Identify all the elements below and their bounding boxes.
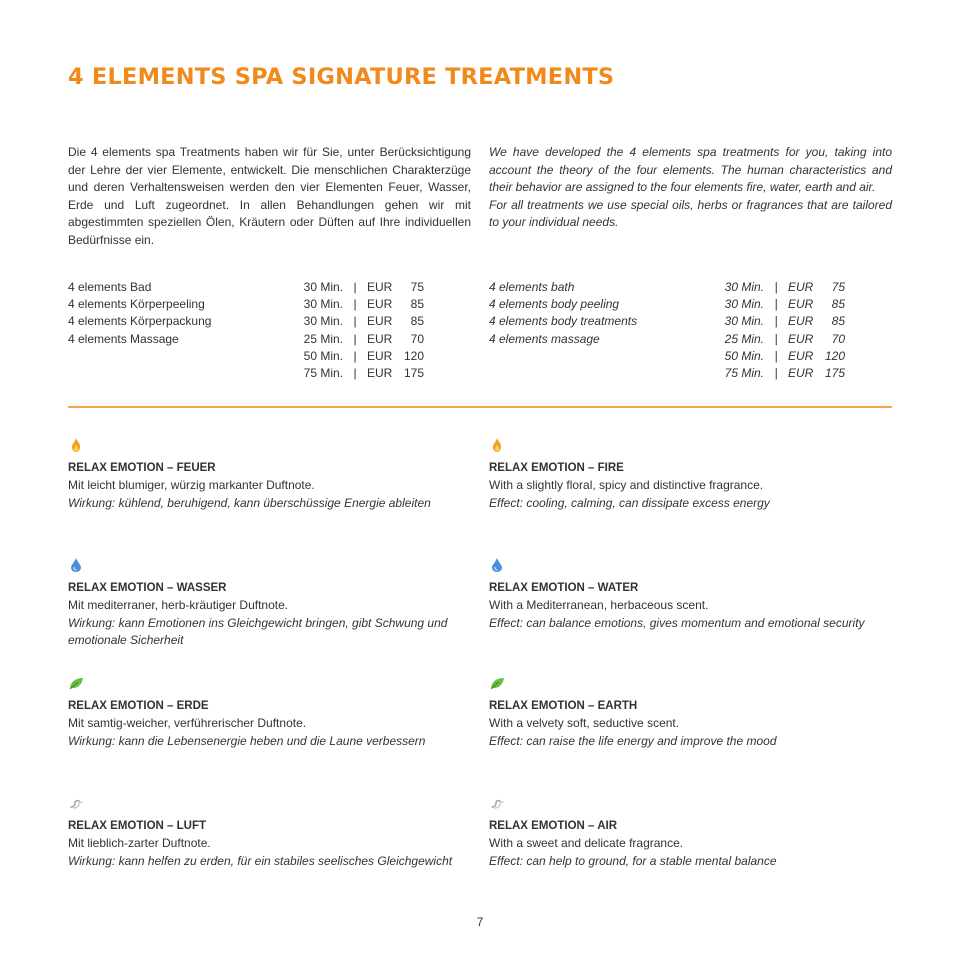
separator: | [774, 365, 778, 380]
treatment-name: 4 elements Körperpeeling [68, 297, 205, 312]
treatment-title: RELAX EMOTION – EARTH [489, 700, 638, 712]
separator: | [353, 365, 357, 380]
flame-icon [68, 437, 84, 453]
intro-en-text-2: For all treatments we use special oils, herbs or fragrances that are tailored to your individual needs. [489, 197, 892, 229]
price-row [68, 279, 424, 296]
treatment-water-de [68, 557, 478, 650]
treatment-fire-de [68, 437, 478, 512]
price-row [489, 296, 845, 313]
treatment-description: With a velvety soft, seductive scent. [489, 716, 680, 730]
treatment-effect: Wirkung: kann die Lebensenergie heben und die Laune verbessern [68, 733, 426, 748]
treatment-effect: Effect: cooling, calming, can dissipate excess energy [489, 495, 770, 510]
treatment-name [489, 365, 718, 382]
currency: EUR [788, 314, 814, 329]
currency: EUR [788, 365, 814, 380]
price: 70 [410, 331, 424, 346]
treatment-air-de [68, 795, 478, 870]
treatment-name: 4 elements body peeling [489, 297, 620, 312]
currency: EUR [367, 348, 393, 363]
treatment-effect: Wirkung: kann helfen zu erden, für ein stabiles seelisches Gleichgewicht [68, 853, 453, 868]
price-row [489, 365, 845, 382]
price-row [68, 313, 424, 330]
duration: 30 Min. [724, 280, 764, 294]
treatment-description: With a Mediterranean, herbaceous scent. [489, 598, 709, 612]
separator: | [353, 280, 357, 294]
duration: 75 Min. [724, 365, 764, 380]
treatment-title: RELAX EMOTION – WATER [489, 582, 639, 594]
treatment-name: 4 elements body treatments [489, 314, 638, 329]
price-row [68, 348, 424, 365]
treatment-description: With a slightly floral, spicy and distinctive fragrance. [489, 478, 764, 492]
separator: | [774, 280, 778, 294]
price-row [489, 331, 845, 348]
separator: | [353, 331, 357, 346]
intro-de [68, 144, 471, 249]
price: 175 [824, 365, 845, 380]
treatment-title: RELAX EMOTION – FEUER [68, 462, 216, 474]
currency: EUR [788, 297, 814, 312]
treatment-description: Mit lieblich-zarter Duftnote. [68, 836, 211, 850]
treatment-title: RELAX EMOTION – LUFT [68, 820, 206, 832]
flame-icon [489, 437, 505, 453]
treatment-description: Mit mediterraner, herb-kräutiger Duftnote. [68, 598, 289, 612]
price: 175 [403, 365, 424, 380]
price: 85 [831, 297, 845, 312]
treatment-effect: Wirkung: kühlend, beruhigend, kann überschüssige Energie ableiten [68, 495, 431, 510]
separator: | [774, 331, 778, 346]
duration: 75 Min. [303, 365, 343, 380]
currency: EUR [788, 280, 814, 294]
separator: | [353, 348, 357, 363]
duration: 30 Min. [303, 297, 343, 312]
separator: | [774, 314, 778, 329]
duration: 30 Min. [724, 297, 764, 312]
treatment-air-en [489, 795, 899, 870]
price-row [68, 331, 424, 348]
currency: EUR [367, 297, 393, 312]
treatment-effect: Effect: can balance emotions, gives momentum and emotional security [489, 615, 865, 630]
leaf-icon [68, 675, 84, 691]
page-number: 7 [476, 915, 484, 929]
page-title: 4 ELEMENTS SPA SIGNATURE TREATMENTS [68, 64, 615, 90]
treatment-name: 4 elements bath [489, 280, 575, 294]
water-drop-icon [489, 557, 505, 573]
air-swirl-icon [489, 795, 505, 811]
treatment-effect: Effect: can help to ground, for a stable mental balance [489, 853, 777, 868]
currency: EUR [367, 331, 393, 346]
treatment-name: 4 elements Bad [68, 280, 152, 294]
treatment-earth-en [489, 675, 899, 750]
treatment-name [68, 348, 297, 365]
duration: 50 Min. [724, 348, 764, 363]
treatment-name: 4 elements Körperpackung [68, 314, 212, 329]
duration: 30 Min. [303, 280, 343, 294]
duration: 50 Min. [303, 348, 343, 363]
treatment-fire-en [489, 437, 899, 512]
price: 120 [403, 348, 424, 363]
currency: EUR [788, 348, 814, 363]
intro-en-text-1: We have developed the 4 elements spa treatments for you, taking into account the theory of the four elements. The human characteristics and their behavior are assigned to the four elements fire, water, earth and air. [489, 145, 892, 194]
price-row [489, 313, 845, 330]
leaf-icon [489, 675, 505, 691]
separator: | [353, 314, 357, 329]
price-row [68, 365, 424, 382]
intro-de-text: Die 4 elements spa Treatments haben wir für Sie, unter Berücksichtigung der Lehre der vier Elemente, entwickelt. Die menschlichen Charakterzüge und deren Verhaltensweisen werden den vier Elementen Feuer, Wasser, Erde und Luft zugeordnet. In allen Behandlungen gehen wir mit abgestimmten speziellen Ölen, Kräutern oder Düften auf Ihre individuellen Bedürfnisse ein. [68, 145, 471, 247]
treatment-title: RELAX EMOTION – WASSER [68, 582, 227, 594]
treatment-description: Mit samtig-weicher, verführerischer Duftnote. [68, 716, 307, 730]
treatment-name [489, 348, 718, 365]
treatment-description: Mit leicht blumiger, würzig markanter Duftnote. [68, 478, 315, 492]
price: 75 [410, 280, 424, 294]
water-drop-icon [68, 557, 84, 573]
currency: EUR [788, 331, 814, 346]
duration: 30 Min. [724, 314, 764, 329]
treatment-description: With a sweet and delicate fragrance. [489, 836, 684, 850]
currency: EUR [367, 280, 393, 294]
price-row [489, 348, 845, 365]
separator: | [774, 297, 778, 312]
price: 75 [831, 280, 845, 294]
currency: EUR [367, 365, 393, 380]
price: 85 [410, 314, 424, 329]
price-list-de [68, 279, 424, 382]
treatment-water-en [489, 557, 899, 632]
air-swirl-icon [68, 795, 84, 811]
treatment-effect: Effect: can raise the life energy and improve the mood [489, 733, 777, 748]
treatment-name: 4 elements Massage [68, 331, 179, 346]
price: 120 [824, 348, 845, 363]
separator: | [353, 297, 357, 312]
price-row [68, 296, 424, 313]
duration: 30 Min. [303, 314, 343, 329]
price-row [489, 279, 845, 296]
price: 85 [410, 297, 424, 312]
duration: 25 Min. [724, 331, 764, 346]
treatment-title: RELAX EMOTION – ERDE [68, 700, 209, 712]
treatment-effect: Wirkung: kann Emotionen ins Gleichgewicht bringen, gibt Schwung und emotionale Sicherheit [68, 615, 448, 647]
treatment-name [68, 365, 297, 382]
currency: EUR [367, 314, 393, 329]
section-divider [68, 406, 892, 408]
treatment-title: RELAX EMOTION – FIRE [489, 462, 624, 474]
price: 70 [831, 331, 845, 346]
price-list-en [489, 279, 845, 382]
separator: | [774, 348, 778, 363]
treatment-earth-de [68, 675, 478, 750]
treatment-name: 4 elements massage [489, 331, 600, 346]
intro-en [489, 144, 892, 232]
duration: 25 Min. [303, 331, 343, 346]
treatment-title: RELAX EMOTION – AIR [489, 820, 617, 832]
price: 85 [831, 314, 845, 329]
